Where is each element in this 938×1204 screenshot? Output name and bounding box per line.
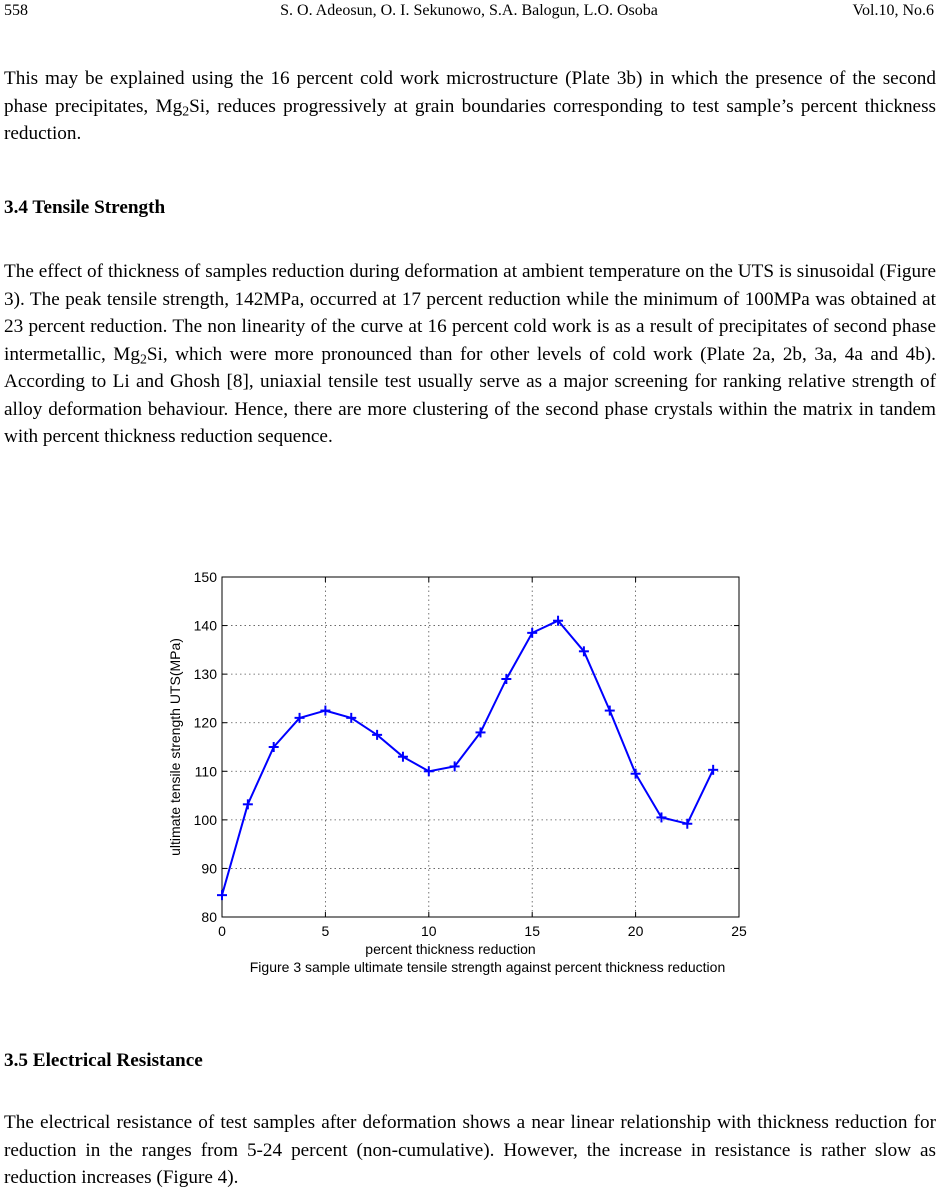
- section-heading-tensile-strength: 3.4 Tensile Strength: [4, 197, 166, 218]
- x-tick-label: 20: [627, 923, 644, 939]
- x-tick-label: 0: [218, 923, 226, 939]
- paragraph-electrical-resistance: The electrical resistance of test samples after deformation shows a near linear relationship with thickness reduction for reduction in the ranges from 5-24 percent (non-cumulative). However, the increase in resistance is rather slow as reduction increases (Figure 4).: [4, 1112, 936, 1188]
- running-header: [4, 0, 934, 30]
- page-number: 558: [4, 2, 28, 19]
- paragraph-tensile-strength: The effect of thickness of samples reduction during deformation at ambient temperature on the UTS is sinusoidal (Figure 3). The peak tensile strength, 142MPa, occurred at 17 percent reduction while the minimum of 100MPa was obtained at 23 percent reduction. The non linearity of the curve at 16 percent cold work is as a result of precipitates of second phase intermetallic, $Mg_2Si$, which were more pronounced than for other levels of cold work (Plate 2a, 2b, 3a, 4a and 4b). According to Li and Ghosh [8], uniaxial tensile test usually serve as a major screening for ranking relative strength of alloy deformation behaviour. Hence, there are more clustering of the second phase crystals within the matrix in tandem with percent thickness reduction sequence.: [4, 261, 936, 447]
- y-axis-label: ultimate tensile strength UTS(MPa): [167, 638, 183, 856]
- x-tick-label: 25: [731, 923, 747, 939]
- plot-area: [222, 577, 739, 917]
- x-tick-label: 5: [321, 923, 330, 939]
- volume-issue: Vol.10, No.6: [852, 2, 934, 19]
- running-authors: S. O. Adeosun, O. I. Sekunowo, S.A. Balogun, L.O. Osoba: [280, 2, 658, 19]
- x-axis-label: percent thickness reduction: [365, 941, 536, 957]
- paragraph-microstructure: This may be explained using the 16 percent cold work microstructure (Plate 3b) in which the presence of the second phase precipitates, $Mg_2Si$, reduces progressively at grain boundaries corresponding to test sample’s percent thickness reduction.: [4, 68, 937, 144]
- figure-caption: Figure 3 sample ultimate tensile strength against percent thickness reduction: [249, 959, 726, 975]
- figure-3: [150, 560, 770, 990]
- y-tick-label: 80: [201, 909, 217, 925]
- x-tick-label: 10: [421, 923, 437, 939]
- y-tick-label: 100: [193, 811, 217, 828]
- uts-line-chart: [150, 560, 770, 990]
- x-tick-label: 15: [524, 923, 540, 939]
- y-tick-label: 130: [193, 666, 217, 683]
- y-tick-label: 150: [193, 569, 217, 585]
- y-tick-label: 90: [201, 860, 217, 877]
- y-tick-label: 120: [193, 714, 217, 731]
- section-heading-electrical-resistance: 3.5 Electrical Resistance: [4, 1050, 203, 1071]
- y-tick-label: 110: [194, 763, 217, 780]
- y-tick-label: 140: [193, 617, 217, 634]
